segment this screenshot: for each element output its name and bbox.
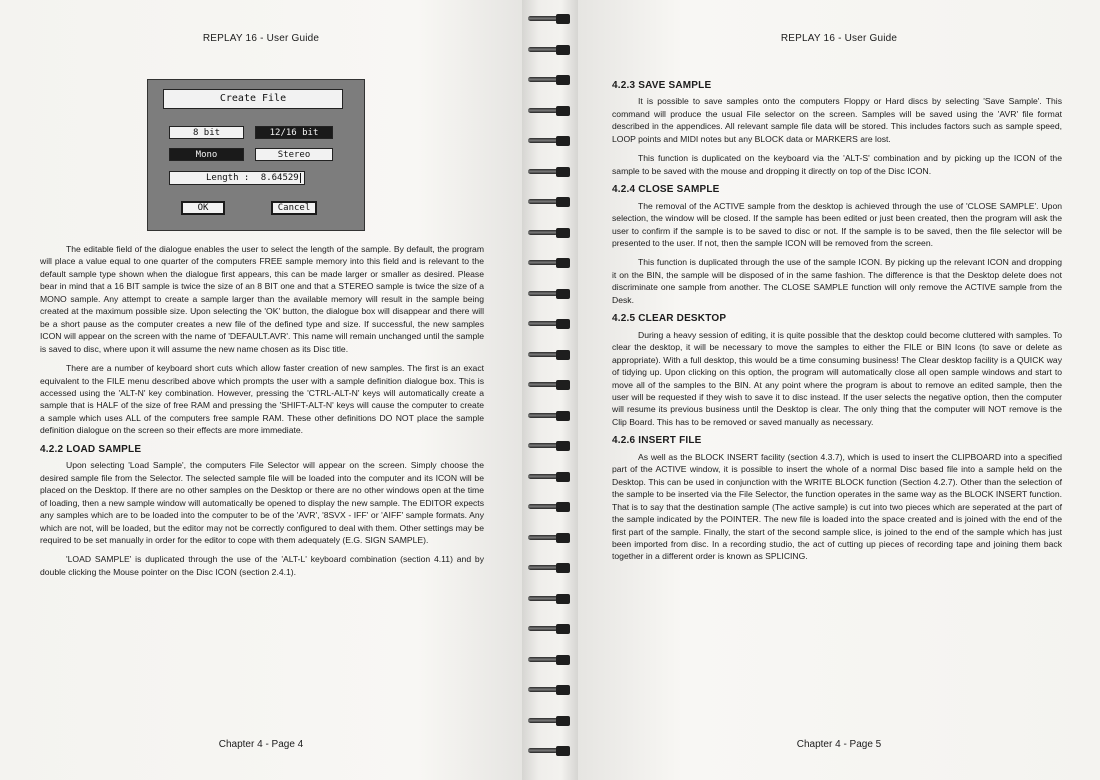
binding-hole bbox=[556, 106, 570, 116]
binding-wire bbox=[528, 108, 558, 113]
binding-wire bbox=[528, 443, 558, 448]
dialog-title: Create File bbox=[163, 89, 343, 109]
section-heading-4-2-6: 4.2.6 INSERT FILE bbox=[612, 435, 702, 447]
binding-wire bbox=[528, 291, 558, 296]
binding-hole bbox=[556, 472, 570, 482]
binding-wire bbox=[528, 16, 558, 21]
page-footer-left: Chapter 4 - Page 4 bbox=[218, 739, 304, 750]
binding-wire bbox=[528, 626, 558, 631]
paragraph: There are a number of keyboard short cuts which allow faster creation of new samples. The first is an exact equivalent to the FILE menu described above which prompts the user with a sample definition dialogue box. This is accessed using the 'ALT-N' key combination. However, pressing the 'CTRL-ALT-N' keys will automatically create a sample that is HALF of the size of free RAM and pressing the 'SHIFT-ALT-N' keys will cause the computer to create a sample which uses ALL of the computers free sample RAM. These other definitions DO NOT place the sample definition dialogue on the screen so their effects are more immediate. bbox=[40, 363, 484, 436]
option-1216bit-button[interactable]: 12/16 bit bbox=[255, 126, 333, 139]
binding-ring bbox=[528, 563, 572, 573]
binding-hole bbox=[556, 319, 570, 329]
section-heading-4-2-4: 4.2.4 CLOSE SAMPLE bbox=[612, 184, 720, 196]
binding-wire bbox=[528, 230, 558, 235]
binding-ring bbox=[528, 685, 572, 695]
binding-ring bbox=[528, 594, 572, 604]
binding-wire bbox=[528, 321, 558, 326]
binding-wire bbox=[528, 260, 558, 265]
paragraph: This function is duplicated through the use of the sample ICON. By picking up the relevant ICON and dropping it on the BIN, the sample will be disposed of in the same fashion. The difference is that the Desktop delete does not discriminate one sample from another. The CLOSE SAMPLE function will only remove the ACTIVE sample from the Desk. bbox=[612, 257, 1062, 305]
binding-ring bbox=[528, 106, 572, 116]
binding-hole bbox=[556, 258, 570, 268]
binding-wire bbox=[528, 687, 558, 692]
binding-hole bbox=[556, 45, 570, 55]
binding-hole bbox=[556, 167, 570, 177]
binding-wire bbox=[528, 657, 558, 662]
binding-hole bbox=[556, 75, 570, 85]
binding-wire bbox=[528, 413, 558, 418]
binding-ring bbox=[528, 45, 572, 55]
binding-hole bbox=[556, 136, 570, 146]
binding-wire bbox=[528, 382, 558, 387]
binding-wire bbox=[528, 138, 558, 143]
binding-hole bbox=[556, 14, 570, 24]
binding-hole bbox=[556, 502, 570, 512]
length-label: Length : bbox=[206, 173, 250, 183]
binding-hole bbox=[556, 441, 570, 451]
binding-hole bbox=[556, 594, 570, 604]
binding-hole bbox=[556, 746, 570, 756]
paragraph: The editable field of the dialogue enables the user to select the length of the sample. By default, the program will place a value equal to one quarter of the computers FREE sample memory into this field and is relevant to the default sample type shown when the dialogue first appears, this can be made larger or smaller as desired. Please bear in mind that a 16 BIT sample is twice the size of an 8 BIT one and that a STEREO sample is twice the size of a MONO sample. Any attempt to create a sample larger than the available memory will result in the sample being created at the maximum possible size. Upon selecting the 'OK' button, the dialogue box will disappear and there will be a short pause as the computer creates a new file of the defined type and size. If successful, the new samples ICON will appear on the screen with the name of 'DEFAULT.AVR'. This name will remain unchanged until the sample is saved to disc, where upon it will assume the new name chosen as its Disc title. bbox=[40, 244, 484, 354]
section-heading-4-2-2: 4.2.2 LOAD SAMPLE bbox=[40, 443, 142, 455]
binding-hole bbox=[556, 563, 570, 573]
section-heading-4-2-3: 4.2.3 SAVE SAMPLE bbox=[612, 80, 712, 91]
paragraph: As well as the BLOCK INSERT facility (section 4.3.7), which is used to insert the CLIPBOARD into a specified part of the ACTIVE window, it is possible to insert the whole of a normal Disc based file into a sample held on the Desktop. This can be used in conjunction with the WRITE BLOCK function (Section 4.2.7). Other than the selection of the sample to be inserted via the File Selector, the function operates in the same way as the BLOCK INSERT function. That is to say that the destination sample (The active sample) is cut into two pieces which are seperated at the part of the sample indicated by the POINTER. The new file is loaded into the space created and is joined with the end of the first part of the sample. Finally, the start of the second sample slice, is joined to the end of the sample which has just been imported from disc. In a recording studio, the act of cutting up pieces of recording tape and joining them back together in a different order is known as SPLICING. bbox=[612, 451, 1062, 562]
binding-hole bbox=[556, 533, 570, 543]
paragraph: This function is duplicated on the keyboard via the 'ALT-S' combination and by picking up the ICON of the sample to be saved with the mouse and dropping it directly on top of the Disc ICON. bbox=[612, 153, 1062, 176]
page-footer-right: Chapter 4 - Page 5 bbox=[796, 739, 882, 750]
binding-ring bbox=[528, 624, 572, 634]
binding-ring bbox=[528, 441, 572, 451]
spiral-binding bbox=[522, 0, 578, 780]
binding-ring bbox=[528, 716, 572, 726]
ok-button[interactable]: OK bbox=[181, 201, 225, 215]
right-body-text bbox=[612, 80, 1062, 570]
binding-ring bbox=[528, 75, 572, 85]
binding-hole bbox=[556, 228, 570, 238]
binding-ring bbox=[528, 380, 572, 390]
section-heading-4-2-5: 4.2.5 CLEAR DESKTOP bbox=[612, 313, 727, 325]
paragraph: During a heavy session of editing, it is quite possible that the desktop could become cluttered with samples. To clear the desktop, it will be necessary to move the samples to either the FILE or BIN Icons (to save or delete as appropriate). With a full desktop, this would be a time consuming business! The Clear desktop facility is a QUICK way of tidying up. Upon clicking on this option, the program will automatically close all open sample windows and start to move all of the samples to the BIN. At any point where the program is about to remove an edited sample, then the user will be requested if they wish to save it to disc instead. If the user selects the negative option, then the computer will resume its previous business until the Desktop is clear. The only thing that the computer will NOT remove is the Clip Board. This has to be removed or saved manually as necessary. bbox=[612, 329, 1062, 427]
paragraph: It is possible to save samples onto the computers Floppy or Hard discs by selecting 'Save Sample'. This command will produce the usual File selector on the screen. Samples will be saved using the 'AVR' file format described in the appendices. All relevant sample file data will be stored. This includes factors such as sample speed, LOOP points and MIDI notes but any BLOCK data or MARKERS are lost. bbox=[612, 96, 1062, 144]
binding-ring bbox=[528, 655, 572, 665]
binding-ring bbox=[528, 533, 572, 543]
binding-ring bbox=[528, 136, 572, 146]
binding-ring bbox=[528, 197, 572, 207]
binding-ring bbox=[528, 167, 572, 177]
paragraph: Upon selecting 'Load Sample', the computers File Selector will appear on the screen. Simply choose the desired sample file from the Selector. The selected sample file will be loaded into the computer and its ICON will be placed on the Desktop. If there are no other samples on the Desktop or there are no other windows open at the time of loading, then a new sample window will automatically be opened to display the new sample. The EDITOR expects any samples which are to be loaded into the computer to be of the 'AVR', '8SVX - IFF' or 'AIFF' sample formats. Any which are not, will be loaded, but the editor may not be correctly configured to deal with them. Other settings may be required to be set manually in order for the editor to cope with them adequately (E.G. SIGN SAMPLE). bbox=[40, 460, 484, 545]
left-body-text bbox=[40, 243, 484, 585]
paragraph: 'LOAD SAMPLE' is duplicated through the use of the 'ALT-L' keyboard combination (section 4.11) and by double clicking the Mouse pointer on the Disc ICON (section 2.4.1). bbox=[40, 554, 484, 577]
binding-wire bbox=[528, 169, 558, 174]
binding-ring bbox=[528, 502, 572, 512]
length-value[interactable]: 8.64529 bbox=[260, 173, 299, 183]
binding-wire bbox=[528, 535, 558, 540]
binding-hole bbox=[556, 289, 570, 299]
option-stereo-button[interactable]: Stereo bbox=[255, 148, 333, 161]
binding-hole bbox=[556, 380, 570, 390]
binding-wire bbox=[528, 352, 558, 357]
left-page bbox=[0, 0, 522, 780]
create-file-dialog bbox=[147, 79, 365, 231]
binding-wire bbox=[528, 77, 558, 82]
binding-ring bbox=[528, 14, 572, 24]
option-mono-button[interactable]: Mono bbox=[169, 148, 244, 161]
binding-ring bbox=[528, 411, 572, 421]
binding-hole bbox=[556, 197, 570, 207]
cancel-button[interactable]: Cancel bbox=[271, 201, 317, 215]
binding-ring bbox=[528, 228, 572, 238]
binding-ring bbox=[528, 319, 572, 329]
binding-wire bbox=[528, 47, 558, 52]
binding-wire bbox=[528, 504, 558, 509]
binding-ring bbox=[528, 746, 572, 756]
binding-hole bbox=[556, 624, 570, 634]
paragraph: The removal of the ACTIVE sample from the desktop is achieved through the use of 'CLOSE SAMPLE'. Upon selection, the window will be closed. If the sample has been edited or just been created, then the program will ask the user to confirm if the sample is to be saved to disc or not. If the sample is to be saved, then the file selector will be presented to the user. If not, then the sample ICON will be removed from the screen. bbox=[612, 200, 1062, 248]
binding-hole bbox=[556, 685, 570, 695]
binding-ring bbox=[528, 258, 572, 268]
running-header-left: REPLAY 16 - User Guide bbox=[202, 33, 320, 44]
binding-ring bbox=[528, 472, 572, 482]
binding-hole bbox=[556, 716, 570, 726]
binding-wire bbox=[528, 596, 558, 601]
binding-hole bbox=[556, 411, 570, 421]
binding-wire bbox=[528, 748, 558, 753]
length-field[interactable] bbox=[169, 171, 305, 185]
option-8bit-button[interactable]: 8 bit bbox=[169, 126, 244, 139]
binding-wire bbox=[528, 565, 558, 570]
right-page bbox=[578, 0, 1100, 780]
running-header-right: REPLAY 16 - User Guide bbox=[780, 33, 898, 44]
binding-ring bbox=[528, 289, 572, 299]
binding-hole bbox=[556, 655, 570, 665]
binding-wire bbox=[528, 474, 558, 479]
binding-wire bbox=[528, 199, 558, 204]
binding-ring bbox=[528, 350, 572, 360]
binding-wire bbox=[528, 718, 558, 723]
binding-hole bbox=[556, 350, 570, 360]
